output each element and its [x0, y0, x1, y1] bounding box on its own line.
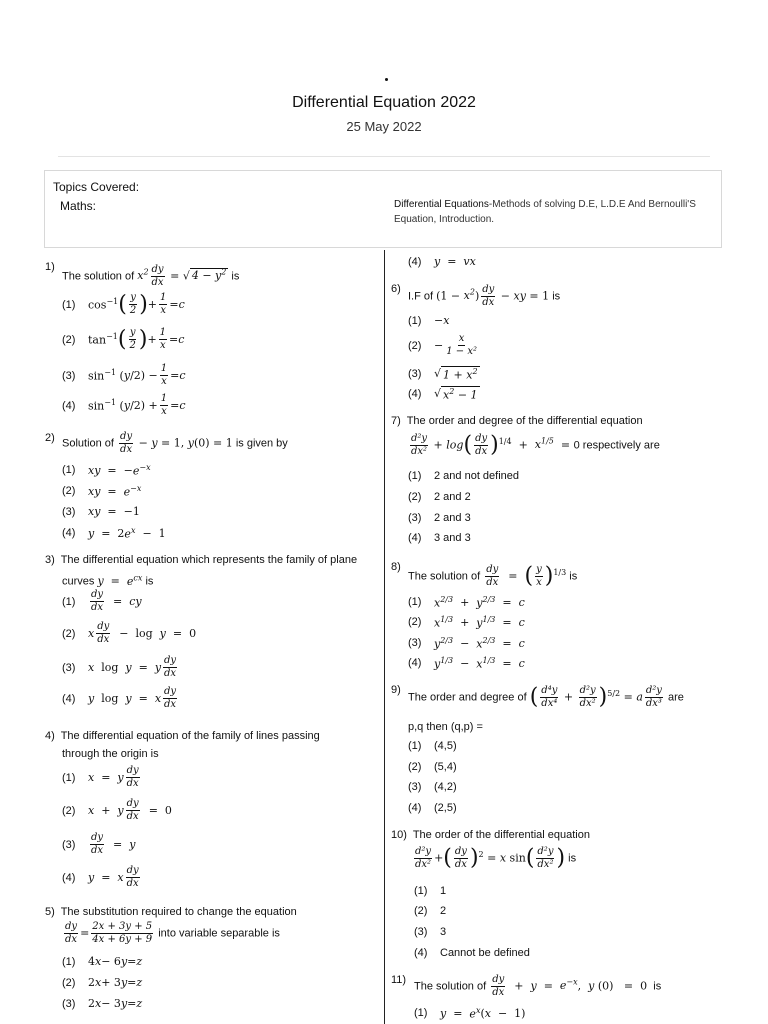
- q10-number: 10): [391, 829, 407, 841]
- q10-option-2: (2) 2: [414, 905, 447, 917]
- q2-option-1: (1) xy = − $e^{-x}$: [62, 463, 151, 478]
- q11-option-1: (1) y = $e^x$ ( x − 1): [414, 1006, 526, 1021]
- q1-option-4: (4) $\sin^{-1}$ ( y /2) + $\frac{1}{x}$ = c: [62, 393, 186, 417]
- q3-line2b: is: [145, 575, 154, 588]
- q7-option-3: (3) 2 and 3: [408, 512, 471, 524]
- q7-line1: The order and degree of the differential equation: [406, 415, 643, 427]
- q4-line2: through the origin is: [62, 748, 159, 760]
- q5-option-2: (2) 2 x + 3 y = z: [62, 976, 143, 989]
- page-date: 25 May 2022: [346, 119, 422, 134]
- q4-option-3: (3) $\frac{dy}{dx}$ = y: [62, 832, 136, 856]
- document-header: [0, 0, 768, 160]
- q8-suffix: is: [569, 570, 578, 583]
- q1-suffix: is: [231, 270, 240, 283]
- q6-number: 6): [391, 283, 401, 295]
- header-divider: [58, 156, 710, 157]
- q1-prefix: The solution of: [62, 270, 135, 283]
- q6-suffix: is: [552, 290, 561, 303]
- q9-prefix: The order and degree of: [408, 691, 527, 704]
- q7-suffix: 0 respectively are: [573, 439, 660, 452]
- q1-text: The solution of $x^2$ $\frac{dy}{dx}$ = √ $4 - y^2$ is: [62, 264, 240, 288]
- q2-option-3: (3) xy = −1: [62, 505, 140, 518]
- q7-option-2: (2) 2 and 2: [408, 491, 471, 503]
- maths-topic-title: Differential Equations: [394, 199, 489, 210]
- q5-option-3: (3) 2 x − 3 y = z: [62, 997, 143, 1010]
- q3-text-line2: curves $y = e^{cx}$ is: [62, 573, 154, 588]
- q9-suffix: are: [668, 691, 684, 704]
- q11-number: 11): [391, 974, 407, 986]
- q1-option-1: (1) $\cos^{-1}$ ( $\frac{y}{2}$ ) + $\frac{1}{x}$ = c: [62, 292, 185, 317]
- q10-option-3: (3) 3: [414, 926, 447, 938]
- q5-text: [45, 905, 297, 919]
- q9-option-4: (4) (2,5): [408, 802, 457, 814]
- q3-number: 3): [45, 554, 55, 566]
- q6-text: I.F of $(1 - x^2)$ $\frac{dy}{dx}$ − xy = 1 is: [408, 284, 561, 308]
- q9-text: The order and degree of ( $\frac{\text{d⁴y}}{\text{dx⁴}}$ + $\frac{\text{d²y}}{\text{dx²}}$ )$^{5/2}$ = a $\frac{\text{d²y}}{\text{dx³}}$ are: [408, 684, 684, 710]
- q10-suffix: is: [568, 852, 577, 865]
- q1-option-3: (3) $\sin^{-1}$ ( y /2) − $\frac{1}{x}$ = c: [62, 363, 186, 387]
- q8-prefix: The solution of: [408, 570, 481, 583]
- q7-option-4: (4) 3 and 3: [408, 532, 471, 544]
- q7-text: [391, 414, 643, 428]
- q8-option-2: (2) $x^{1/3}$ + $y^{1/3}$ = c: [408, 615, 525, 630]
- q5-line1: The substitution required to change the equation: [60, 906, 297, 918]
- q4-line1: The differential equation of the family of lines passing: [60, 730, 320, 742]
- q11-text: The solution of $\frac{dy}{dx}$ + $y = e^{-x}$, y (0) = 0 is: [414, 974, 662, 998]
- header-dot: [385, 78, 388, 81]
- maths-topic-detail: -Methods of solving D.E, L.D.E And Bernoulli'S Equation, Introduction.: [394, 199, 696, 225]
- q8-text: The solution of $\frac{dy}{dx}$ = ( $\frac{y}{x}$ )$^{1/3}$ is: [408, 563, 578, 589]
- q6-option-2: (2) − $\frac{x}{\text{1 − x²}}$: [408, 333, 477, 357]
- q9-line2: p,q then (q,p) =: [408, 721, 483, 733]
- q7-number: 7): [391, 415, 401, 427]
- topics-label: Topics Covered:: [53, 180, 140, 194]
- q4-option-1: (1) x = y $\frac{dy}{dx}$: [62, 765, 139, 789]
- q6-prefix: I.F of: [408, 290, 434, 303]
- q9-number: 9): [391, 684, 401, 696]
- q3-line2a: curves: [62, 575, 95, 588]
- q3-option-1: (1) $\frac{dy}{dx}$ = cy: [62, 589, 142, 613]
- q4-text: [45, 729, 320, 743]
- q10-equation: $\frac{\text{d²y}}{\text{dx²}}$ +( $\frac{dy}{dx}$ )$^2$ = x sin( $\frac{\text{d²y}}{\text{dx²}}$ ) is: [415, 845, 577, 871]
- q9-option-2: (2) (5,4): [408, 761, 457, 773]
- q10-option-1: (1) 1: [414, 885, 447, 897]
- q2-option-4: (4) y = 2 $e^x$ − 1: [62, 526, 166, 541]
- q5-option-1: (1) 4 x − 6 y = z: [62, 955, 143, 968]
- q2-suffix: is given by: [235, 437, 288, 450]
- column-divider: [384, 250, 385, 1024]
- q3-option-4: (4) y log y = x $\frac{dy}{dx}$: [62, 686, 177, 710]
- q9-option-3: (3) (4,2): [408, 781, 457, 793]
- q1-number: 1): [45, 261, 55, 273]
- q2-prefix: Solution of: [62, 437, 114, 450]
- q5-number: 5): [45, 906, 55, 918]
- q4-option-4: (4) y = x $\frac{dy}{dx}$: [62, 865, 139, 889]
- q7-option-1: (1) 2 and not defined: [408, 470, 520, 482]
- q2-number: 2): [45, 432, 55, 444]
- q8-option-4: (4) $y^{1/3}$ − $x^{1/3}$ = c: [408, 656, 525, 671]
- q6-option-4: (4) √ $x^2 - 1$: [408, 387, 478, 402]
- q5-equation: $\frac{dy}{dx}$ = $\frac{2x + 3y + 5}{4x + 6y + 9}$ into variable separable is: [65, 921, 280, 945]
- q8-option-3: (3) $y^{2/3}$ − $x^{2/3}$ = c: [408, 636, 525, 651]
- q2-text: Solution of $\frac{dy}{dx}$ − y = 1, y(0) = 1 is given by: [62, 431, 288, 455]
- q11-prefix: The solution of: [414, 980, 487, 993]
- topics-box: [44, 170, 722, 248]
- q2-option-2: (2) xy = $e^{-x}$: [62, 484, 142, 499]
- q3-line1: The differential equation which represents the family of plane: [60, 554, 358, 566]
- q10-line1: The order of the differential equation: [412, 829, 590, 841]
- q10-option-4: (4) Cannot be defined: [414, 947, 530, 959]
- q3-option-3: (3) x log y = y $\frac{dy}{dx}$: [62, 655, 177, 679]
- q4-number: 4): [45, 730, 55, 742]
- maths-topics: [394, 197, 704, 227]
- q1-option-2: (2) $\tan^{-1}$ ( $\frac{y}{2}$ ) + $\frac{1}{x}$ = c: [62, 327, 185, 352]
- q3-option-2: (2) x $\frac{dy}{dx}$ − log y = 0: [62, 621, 197, 645]
- q7-equation: $\frac{\text{d²y}}{\text{dx²}}$ + log( $\frac{dy}{dx}$ )$^{1/4} + x^{1/5} = 0$ respectively are: [411, 432, 660, 458]
- q3-text: [45, 553, 357, 567]
- maths-label: Maths:: [60, 199, 97, 213]
- page-title: Differential Equation 2022: [292, 94, 476, 111]
- q8-number: 8): [391, 561, 401, 573]
- q4-option-2: (2) x + y $\frac{dy}{dx}$ = 0: [62, 798, 172, 822]
- q8-option-1: (1) $x^{2/3}$ + $y^{2/3}$ = c: [408, 595, 525, 610]
- q11-suffix: is: [653, 980, 662, 993]
- q10-text: [391, 828, 590, 842]
- q5-suffix: into variable separable is: [158, 927, 280, 940]
- q5-option-4: (4) y = vx: [408, 255, 476, 268]
- q6-option-3: (3) √ $1 + x^2$: [408, 367, 478, 382]
- q9-option-1: (1) (4,5): [408, 740, 457, 752]
- q6-option-1: (1) − x: [408, 314, 450, 327]
